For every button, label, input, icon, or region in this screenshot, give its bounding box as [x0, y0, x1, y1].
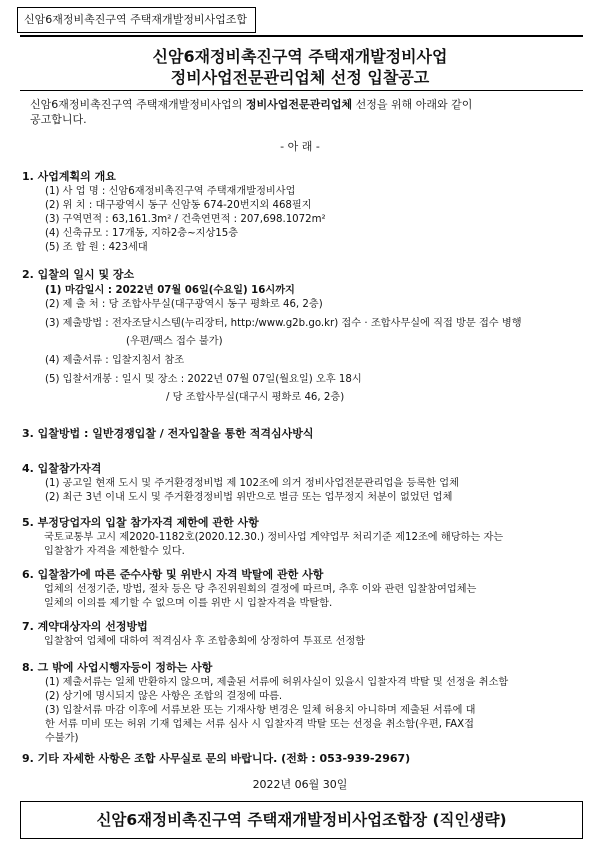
s8-line: (2) 상기에 명시되지 않은 사항은 조합의 결정에 따름.	[45, 691, 283, 702]
section-3-heading: 3. 입찰방법 : 일반경쟁입찰 / 전자입찰을 통한 적격심사방식	[22, 427, 314, 440]
s8-line: (3) 입찰서류 마감 이후에 서류보완 또는 기재사항 변경은 일체 허용치 아니하며 제출된 서류에 대	[45, 705, 476, 716]
s7-line: 입찰참여 업체에 대하여 적격심사 후 조합총회에 상정하여 투표로 선정함	[44, 636, 366, 647]
s8-line: 수불가)	[45, 733, 79, 744]
s2-item: (2) 제 출 처 : 당 조합사무실(대구광역시 동구 평화로 46, 2층)	[45, 299, 323, 310]
section-8-heading: 8. 그 밖에 사업시행자등이 정하는 사항	[22, 661, 213, 674]
notice-date: 2022년 06월 30일	[252, 778, 348, 791]
s1-item: (5) 조 합 원 : 423세대	[45, 242, 148, 253]
s1-item: (4) 신축규모 : 17개동, 지하2층~지상15층	[45, 228, 239, 239]
s5-line: 입찰참가 자격을 제한할수 있다.	[44, 546, 185, 557]
signature-block: 신암6재정비촉진구역 주택재개발정비사업조합장 (직인생략)	[20, 801, 583, 839]
s2-deadline: (1) 마감일시 : 2022년 07월 06일(수요일) 16시까지	[45, 285, 295, 296]
notice-title-line1: 신암6재정비촉진구역 주택재개발정비사업	[152, 47, 448, 66]
section-1-heading: 1. 사업계획의 개요	[22, 170, 116, 183]
title-underline	[20, 90, 583, 91]
section-9-heading: 9. 기타 자세한 사항은 조합 사무실로 문의 바랍니다. (전화 : 053-939-2967)	[22, 752, 411, 765]
s8-line: (1) 제출서류는 일체 반환하지 않으며, 제출된 서류에 허위사실이 있을시 입찰자격 박탈 및 선정을 취소함	[45, 677, 509, 688]
s2-item: (4) 제출서류 : 입찰지침서 참조	[45, 355, 185, 366]
section-6-heading: 6. 입찰참가에 따른 준수사항 및 위반시 자격 박탈에 관한 사항	[22, 568, 324, 581]
s2-item: (5) 입찰서개봉 : 일시 및 장소 : 2022년 07월 07일(월요일) 오후 18시	[45, 374, 362, 385]
s5-line: 국토교통부 고시 제2020-1182호(2020.12.30.) 정비사업 계약업무 처리기준 제12조에 해당하는 자는	[44, 532, 504, 543]
section-5-heading: 5. 부정당업자의 입찰 참가자격 제한에 관한 사항	[22, 516, 259, 529]
s2-item: (3) 제출방법 : 전자조달시스템(누리장터, http:/www.g2b.go.kr) 접수 · 조합사무실에 직접 방문 접수 병행	[45, 318, 522, 329]
top-rule	[20, 35, 583, 37]
intro-paragraph: 신암6재정비촉진구역 주택재개발정비사업의 정비사업전문관리업체 선정을 위해 아래와 같이	[30, 98, 473, 111]
below-heading: - 아 래 -	[280, 140, 320, 153]
section-7-heading: 7. 계약대상자의 선정방법	[22, 620, 148, 633]
s1-item: (2) 위 치 : 대구광역시 동구 신암동 674-20번지외 468필지	[45, 200, 312, 211]
s4-item: (1) 공고일 현재 도시 및 주거환경정비법 제 102조에 의거 정비사업전문관리업을 등록한 업체	[45, 478, 459, 489]
s1-item: (1) 사 업 명 : 신암6재정비촉진구역 주택재개발정비사업	[45, 186, 296, 197]
s1-item: (3) 구역면적 : 63,161.3m² / 건축연면적 : 207,698.1072m²	[45, 214, 326, 225]
s4-item: (2) 최근 3년 이내 도시 및 주거환경정비법 위반으로 벌금 또는 업무정지 처분이 없었던 업체	[45, 492, 453, 503]
s2-item-cont: (우편/팩스 접수 불가)	[126, 336, 223, 347]
union-name-tag: 신암6재정비촉진구역 주택재개발정비사업조합	[17, 7, 256, 33]
s8-line: 한 서류 미비 또는 허위 기재 업체는 서류 심사 시 입찰자격 박탈 또는 선정을 취소함(우편, FAX접	[45, 719, 474, 730]
s6-line: 일체의 이의를 제기할 수 없으며 이를 위반 시 입찰자격을 박탈함.	[44, 598, 333, 609]
s6-line: 업체의 선정기준, 방법, 절차 등은 당 추진위원회의 결정에 따르며, 추후 이와 관련 입찰참여업체는	[44, 584, 477, 595]
section-4-heading: 4. 입찰참가자격	[22, 462, 102, 475]
s2-item-cont: / 당 조합사무실(대구시 평화로 46, 2층)	[166, 392, 345, 403]
intro-paragraph-line2: 공고합니다.	[30, 113, 87, 126]
notice-title-line2: 정비사업전문관리업체 선정 입찰공고	[170, 68, 430, 87]
section-2-heading: 2. 입찰의 일시 및 장소	[22, 268, 135, 281]
